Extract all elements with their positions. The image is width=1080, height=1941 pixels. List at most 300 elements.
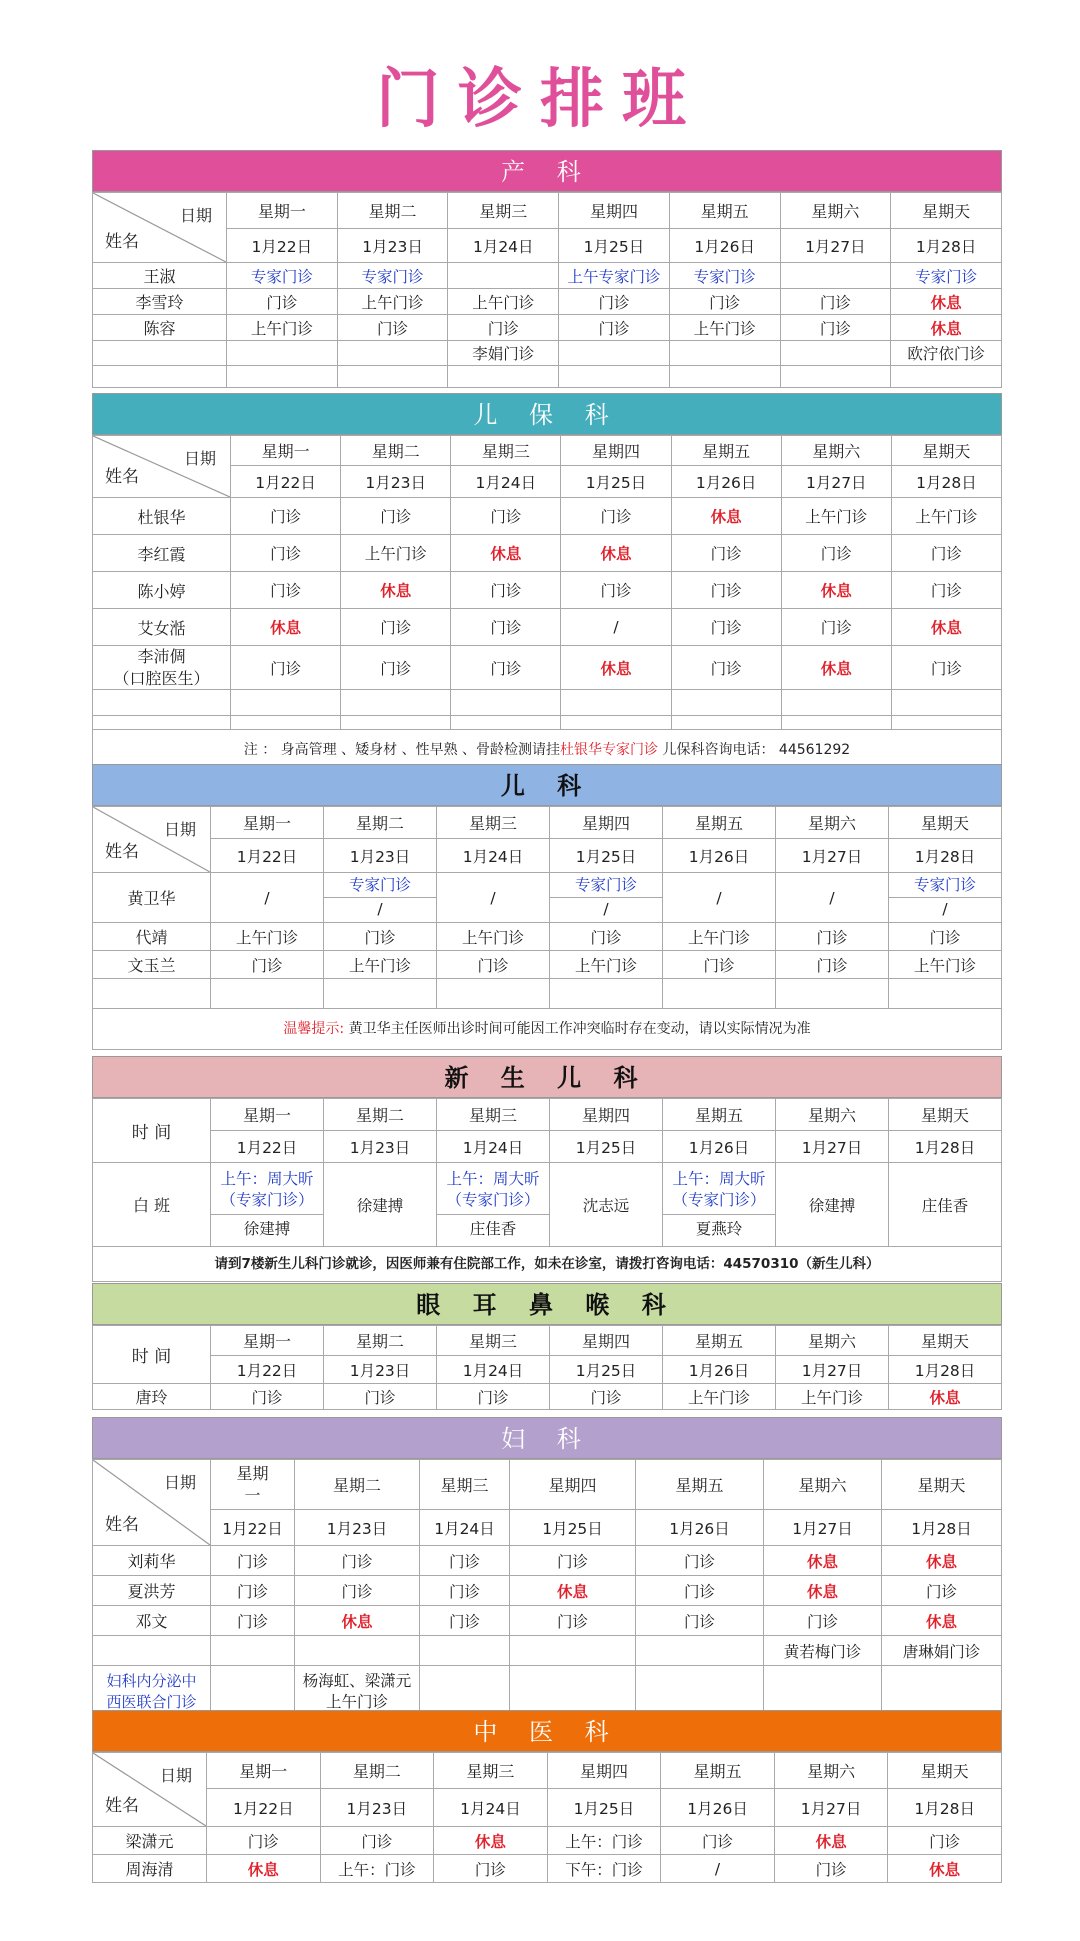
date-cell: 1月25日: [510, 1510, 636, 1546]
schedule-cell: 休息: [561, 535, 671, 572]
schedule-bottom: /: [550, 897, 662, 922]
doctor-name: 王淑: [93, 263, 227, 289]
schedule-cell: 门诊: [669, 289, 780, 315]
neonatal-note: 请到7楼新生儿科门诊就诊，因医师兼有住院部工作，如未在诊室，请拨打咨询电话：44570310（新生儿科）: [92, 1247, 1002, 1282]
schedule-cell: 上午门诊: [663, 1384, 776, 1410]
empty-cell: [891, 690, 1001, 716]
doctor-name: 唐玲: [93, 1384, 211, 1410]
schedule-cell: 门诊: [211, 1606, 295, 1636]
schedule-cell: 休息: [891, 609, 1001, 646]
schedule-cell: 门诊: [295, 1546, 420, 1576]
schedule-top: /: [490, 888, 496, 907]
date-cell: 1月23日: [320, 1789, 434, 1827]
date-cell: 1月23日: [337, 229, 448, 263]
name-label: 姓名: [105, 842, 139, 862]
schedule-cell: 门诊: [889, 923, 1002, 951]
section-header-neonatal: 新 生 儿 科: [92, 1056, 1002, 1098]
date-cell: 1月22日: [207, 1789, 321, 1827]
schedule-cell: 上午：门诊: [320, 1855, 434, 1883]
date-cell: 1月28日: [891, 229, 1002, 263]
schedule-cell: [448, 263, 559, 289]
date-cell: 1月27日: [776, 1356, 889, 1384]
date-label: 日期: [163, 1473, 196, 1492]
schedule-cell: 上午门诊: [663, 923, 776, 951]
section-header-obstetrics: 产 科: [92, 150, 1002, 192]
schedule-cell: [663, 873, 776, 923]
schedule-cell: 专家门诊: [669, 263, 780, 289]
day-header: 星期天: [891, 436, 1001, 466]
date-cell: 1月27日: [781, 466, 891, 498]
schedule-cell: 上午门诊: [448, 289, 559, 315]
schedule-cell: 门诊: [550, 923, 663, 951]
day-header: 星期五: [663, 1326, 776, 1356]
schedule-cell: 门诊: [451, 609, 561, 646]
schedule-cell: 休息: [451, 535, 561, 572]
day-header: 星期三: [434, 1753, 548, 1789]
schedule-cell: 门诊: [888, 1827, 1002, 1855]
table-row: [93, 341, 1002, 366]
empty-cell: [780, 366, 891, 388]
empty-cell: [227, 366, 338, 388]
empty-cell: [93, 716, 231, 730]
date-cell: 1月23日: [324, 1131, 437, 1163]
schedule-cell: 休息: [764, 1546, 882, 1576]
section-header-tcm: 中 医 科: [92, 1710, 1002, 1752]
empty-cell: [437, 979, 550, 1009]
schedule-cell: 上午门诊: [776, 1384, 889, 1410]
date-cell: 1月23日: [324, 1356, 437, 1384]
schedule-top: 专家门诊: [574, 876, 637, 894]
day-header: 星期五: [636, 1460, 764, 1510]
doctor-name: 李雪玲: [93, 289, 227, 315]
schedule-cell: [559, 341, 670, 366]
schedule-cell: [324, 873, 437, 923]
schedule-cell: 门诊: [211, 951, 324, 979]
schedule-cell: 上午门诊: [891, 498, 1001, 535]
doctor-name-main: 李沛倜: [137, 647, 186, 666]
schedule-cell: 门诊: [882, 1576, 1002, 1606]
date-label: 日期: [159, 1766, 192, 1785]
schedule-cell: 门诊: [211, 1384, 324, 1410]
doctor-name: [93, 646, 231, 690]
schedule-cell: 门诊: [891, 646, 1001, 690]
doctor-name: 邓文: [93, 1606, 211, 1636]
name-label: 姓名: [105, 232, 139, 252]
table-row: [93, 535, 1002, 572]
schedule-cell: [669, 341, 780, 366]
table-row: [93, 1163, 1002, 1247]
schedule-cell: 上午专家门诊: [559, 263, 670, 289]
schedule-cell: 门诊: [341, 498, 451, 535]
day-header: 星期二: [295, 1460, 420, 1510]
day-header: 星期一: [211, 1099, 324, 1131]
empty-cell: [781, 690, 891, 716]
schedule-cell: 休息: [207, 1855, 321, 1883]
header-corner: [93, 1326, 211, 1384]
day-header: 星期六: [776, 1099, 889, 1131]
day-header: 星期六: [776, 1326, 889, 1356]
date-cell: 1月26日: [663, 1356, 776, 1384]
day-header: 星期五: [663, 807, 776, 839]
section-tcm: [92, 1710, 1002, 1883]
schedule-cell: 门诊: [320, 1827, 434, 1855]
day-header: [211, 1460, 295, 1510]
schedule-top: 专家门诊: [913, 876, 976, 894]
schedule-cell: 庄佳香: [889, 1163, 1002, 1247]
empty-cell: [561, 716, 671, 730]
day-header: 星期一: [211, 807, 324, 839]
date-cell: 1月22日: [231, 466, 341, 498]
date-cell: 1月24日: [420, 1510, 510, 1546]
schedule-cell: 沈志远: [550, 1163, 663, 1247]
schedule-cell: 门诊: [207, 1827, 321, 1855]
day-header: 星期六: [776, 807, 889, 839]
section-header-child-health: 儿 保 科: [92, 393, 1002, 435]
day-header: 星期一: [227, 193, 338, 229]
date-cell: 1月25日: [550, 839, 663, 873]
date-cell: 1月24日: [437, 1131, 550, 1163]
empty-cell: [93, 979, 211, 1009]
schedule-cell: 下午：门诊: [547, 1855, 661, 1883]
section-pediatrics: [92, 764, 1002, 1050]
schedule-cell: 门诊: [451, 498, 561, 535]
ent-table: [92, 1325, 1002, 1410]
schedule-cell: 休息: [781, 572, 891, 609]
duty-doctor: 徐建搏: [211, 1214, 323, 1240]
schedule-cell: 上午门诊: [781, 498, 891, 535]
empty-cell: [561, 690, 671, 716]
schedule-cell: [420, 1636, 510, 1666]
date-cell: 1月26日: [661, 1789, 775, 1827]
doctor-name: 陈小婷: [93, 572, 231, 609]
name-label: 姓名: [105, 1515, 139, 1535]
joint-label-2: 西医联合门诊: [106, 1692, 197, 1711]
schedule-cell: 门诊: [671, 535, 781, 572]
am-expert-line2: （专家门诊）: [446, 1190, 540, 1209]
schedule-cell: 门诊: [671, 572, 781, 609]
schedule-cell: 休息: [434, 1827, 548, 1855]
schedule-cell: 休息: [671, 498, 781, 535]
gynecology-table: [92, 1459, 1002, 1718]
date-cell: 1月26日: [669, 229, 780, 263]
pediatrics-table: [92, 806, 1002, 1009]
schedule-cell: [437, 1163, 550, 1247]
date-cell: 1月24日: [437, 839, 550, 873]
table-row: [93, 572, 1002, 609]
day-header: 星期一: [211, 1326, 324, 1356]
empty-cell: [889, 979, 1002, 1009]
table-row: [93, 951, 1002, 979]
duty-doctor: 夏燕玲: [663, 1214, 775, 1240]
tcm-table: [92, 1752, 1002, 1883]
schedule-cell: 门诊: [636, 1576, 764, 1606]
schedule-cell: /: [561, 609, 671, 646]
date-cell: 1月26日: [671, 466, 781, 498]
table-row: [93, 1827, 1002, 1855]
date-cell: 1月26日: [663, 839, 776, 873]
empty-cell: [451, 690, 561, 716]
schedule-cell: 门诊: [324, 923, 437, 951]
schedule-bottom: /: [324, 897, 436, 922]
table-row: [93, 1636, 1002, 1666]
empty-cell: [93, 690, 231, 716]
shift-label: 白 班: [93, 1163, 211, 1247]
section-child-health: [92, 393, 1002, 771]
empty-cell: [93, 366, 227, 388]
date-cell: 1月27日: [776, 1131, 889, 1163]
date-cell: 1月26日: [636, 1510, 764, 1546]
schedule-cell: 门诊: [891, 535, 1001, 572]
schedule-cell: 李娟门诊: [448, 341, 559, 366]
day-header: 星期五: [669, 193, 780, 229]
day-header: 星期四: [550, 1099, 663, 1131]
schedule-cell: [780, 341, 891, 366]
schedule-cell: 门诊: [780, 315, 891, 341]
note-highlight: 杜银华专家门诊: [560, 742, 659, 759]
empty-cell: [781, 716, 891, 730]
date-cell: 1月26日: [663, 1131, 776, 1163]
schedule-cell: 门诊: [448, 315, 559, 341]
joint-cell-1: 杨海虹、梁潇元: [302, 1671, 412, 1690]
schedule-cell: [636, 1636, 764, 1666]
schedule-cell: 上午门诊: [227, 315, 338, 341]
day-header: 星期二: [320, 1753, 434, 1789]
joint-label-1: 妇科内分泌中: [106, 1672, 197, 1691]
schedule-cell: 门诊: [781, 609, 891, 646]
note-text: 黄卫华主任医师出诊时间可能因工作冲突临时存在变动，请以实际情况为准: [344, 1021, 811, 1037]
date-cell: 1月22日: [211, 1356, 324, 1384]
day-header: 星期一: [207, 1753, 321, 1789]
schedule-cell: [227, 341, 338, 366]
day-header: 星期三: [437, 807, 550, 839]
schedule-cell: 门诊: [550, 1384, 663, 1410]
day-header: 星期四: [547, 1753, 661, 1789]
schedule-cell: [211, 873, 324, 923]
schedule-cell: 门诊: [231, 498, 341, 535]
day-header: 星期四: [510, 1460, 636, 1510]
header-corner: [93, 193, 227, 263]
schedule-cell: 门诊: [776, 951, 889, 979]
table-row: [93, 609, 1002, 646]
section-header-gynecology: 妇 科: [92, 1417, 1002, 1459]
schedule-cell: [211, 1163, 324, 1247]
date-cell: 1月22日: [211, 1510, 295, 1546]
schedule-cell: [550, 873, 663, 923]
schedule-cell: 休息: [295, 1606, 420, 1636]
schedule-cell: 门诊: [663, 951, 776, 979]
schedule-cell: 门诊: [671, 609, 781, 646]
day-header: 星期一: [231, 436, 341, 466]
child-health-table: [92, 435, 1002, 730]
name-label: 姓名: [105, 467, 139, 487]
empty-cell: [337, 366, 448, 388]
schedule-cell: 上午门诊: [669, 315, 780, 341]
time-label: 时 间: [131, 1123, 172, 1143]
day-header: 星期六: [764, 1460, 882, 1510]
table-row: [93, 646, 1002, 690]
schedule-cell: [437, 873, 550, 923]
schedule-cell: 上午门诊: [324, 951, 437, 979]
table-row: [93, 1606, 1002, 1636]
date-cell: 1月22日: [211, 839, 324, 873]
schedule-cell: 门诊: [671, 646, 781, 690]
schedule-cell: 门诊: [561, 498, 671, 535]
schedule-cell: 休息: [882, 1606, 1002, 1636]
section-neonatal: [92, 1056, 1002, 1282]
day-label-b: 一: [244, 1485, 261, 1505]
empty-cell: [451, 716, 561, 730]
schedule-cell: 休息: [764, 1576, 882, 1606]
day-header: 星期天: [889, 807, 1002, 839]
schedule-cell: 休息: [889, 1384, 1002, 1410]
doctor-name: 夏洪芳: [93, 1576, 211, 1606]
am-expert-line2: （专家门诊）: [220, 1190, 314, 1209]
schedule-cell: 门诊: [764, 1606, 882, 1636]
empty-cell: [93, 1636, 211, 1666]
day-header: 星期天: [889, 1326, 1002, 1356]
schedule-cell: 上午门诊: [550, 951, 663, 979]
doctor-name: 文玉兰: [93, 951, 211, 979]
day-header: 星期二: [324, 1326, 437, 1356]
schedule-cell: 门诊: [231, 535, 341, 572]
empty-cell: [324, 979, 437, 1009]
empty-cell: [891, 716, 1001, 730]
empty-cell: [671, 690, 781, 716]
schedule-top: 专家门诊: [348, 876, 411, 894]
schedule-cell: 门诊: [227, 289, 338, 315]
section-ent: [92, 1283, 1002, 1410]
schedule-cell: 门诊: [437, 1384, 550, 1410]
doctor-name: 代靖: [93, 923, 211, 951]
schedule-cell: 门诊: [781, 535, 891, 572]
date-cell: 1月22日: [227, 229, 338, 263]
empty-cell: [669, 366, 780, 388]
doctor-name: 杜银华: [93, 498, 231, 535]
date-cell: 1月24日: [451, 466, 561, 498]
schedule-cell: 门诊: [510, 1606, 636, 1636]
table-row: [93, 263, 1002, 289]
day-header: 星期天: [889, 1099, 1002, 1131]
schedule-cell: 门诊: [561, 572, 671, 609]
schedule-cell: 门诊: [341, 609, 451, 646]
date-label: 日期: [179, 206, 212, 225]
note-suffix: 儿保科咨询电话： 44561292: [658, 742, 851, 759]
am-expert-line1: 上午：周大昕: [446, 1169, 540, 1188]
time-label: 时 间: [131, 1347, 172, 1367]
section-header-ent: 眼 耳 鼻 喉 科: [92, 1283, 1002, 1325]
header-corner: [93, 807, 211, 873]
table-row: [93, 1855, 1002, 1883]
schedule-cell: 门诊: [661, 1827, 775, 1855]
doctor-name: 刘莉华: [93, 1546, 211, 1576]
doctor-name: 周海清: [93, 1855, 207, 1883]
obstetrics-table: [92, 192, 1002, 388]
schedule-cell: 门诊: [337, 315, 448, 341]
date-label: 日期: [183, 449, 216, 468]
table-row: [93, 315, 1002, 341]
schedule-cell: 唐琳娟门诊: [882, 1636, 1002, 1666]
date-cell: 1月25日: [559, 229, 670, 263]
date-cell: 1月25日: [550, 1131, 663, 1163]
schedule-cell: 休息: [231, 609, 341, 646]
doctor-name: 梁潇元: [93, 1827, 207, 1855]
day-header: 星期四: [550, 1326, 663, 1356]
doctor-name: 陈容: [93, 315, 227, 341]
schedule-cell: 门诊: [636, 1546, 764, 1576]
schedule-cell: 门诊: [559, 315, 670, 341]
note-prefix: 温馨提示:: [283, 1021, 345, 1037]
table-row: [93, 923, 1002, 951]
date-cell: 1月28日: [889, 839, 1002, 873]
schedule-cell: [663, 1163, 776, 1247]
schedule-top: /: [716, 888, 722, 907]
schedule-cell: 门诊: [559, 289, 670, 315]
day-header: 星期五: [671, 436, 781, 466]
empty-cell: [671, 716, 781, 730]
date-cell: 1月23日: [341, 466, 451, 498]
day-header: 星期天: [882, 1460, 1002, 1510]
schedule-cell: [337, 341, 448, 366]
empty-cell: [550, 979, 663, 1009]
neonatal-table: [92, 1098, 1002, 1247]
date-cell: 1月24日: [448, 229, 559, 263]
schedule-cell: 上午门诊: [889, 951, 1002, 979]
schedule-cell: 休息: [561, 646, 671, 690]
header-corner: [93, 1460, 211, 1546]
schedule-cell: 门诊: [636, 1606, 764, 1636]
day-header: 星期四: [559, 193, 670, 229]
date-cell: 1月28日: [888, 1789, 1002, 1827]
schedule-cell: [776, 873, 889, 923]
empty-cell: [231, 690, 341, 716]
schedule-cell: 门诊: [341, 646, 451, 690]
section-header-pediatrics: 儿 科: [92, 764, 1002, 806]
date-cell: 1月22日: [211, 1131, 324, 1163]
day-header: 星期三: [451, 436, 561, 466]
schedule-cell: 门诊: [437, 951, 550, 979]
header-corner: [93, 1099, 211, 1163]
doctor-name: [93, 341, 227, 366]
table-row: [93, 1546, 1002, 1576]
note-prefix: 注 ： 身高管理 、矮身材 、性早熟 、骨龄检测请挂: [243, 742, 561, 759]
schedule-cell: 门诊: [776, 923, 889, 951]
schedule-cell: 徐建搏: [324, 1163, 437, 1247]
name-label: 姓名: [105, 1796, 139, 1816]
schedule-cell: [211, 1636, 295, 1666]
duty-doctor: 庄佳香: [437, 1214, 549, 1240]
schedule-cell: 门诊: [780, 289, 891, 315]
schedule-cell: 门诊: [231, 646, 341, 690]
date-cell: 1月27日: [764, 1510, 882, 1546]
date-cell: 1月24日: [437, 1356, 550, 1384]
schedule-cell: 门诊: [231, 572, 341, 609]
day-header: 星期二: [341, 436, 451, 466]
date-cell: 1月23日: [295, 1510, 420, 1546]
schedule-cell: 上午门诊: [437, 923, 550, 951]
empty-cell: [663, 979, 776, 1009]
day-header: 星期四: [561, 436, 671, 466]
empty-cell: [559, 366, 670, 388]
day-header: 星期五: [663, 1099, 776, 1131]
schedule-cell: 门诊: [891, 572, 1001, 609]
table-row: [93, 498, 1002, 535]
day-header: 星期三: [437, 1326, 550, 1356]
schedule-cell: 专家门诊: [227, 263, 338, 289]
section-gynecology: [92, 1417, 1002, 1718]
date-cell: 1月27日: [774, 1789, 888, 1827]
schedule-cell: 门诊: [211, 1546, 295, 1576]
schedule-cell: 欧泞依门诊: [891, 341, 1002, 366]
